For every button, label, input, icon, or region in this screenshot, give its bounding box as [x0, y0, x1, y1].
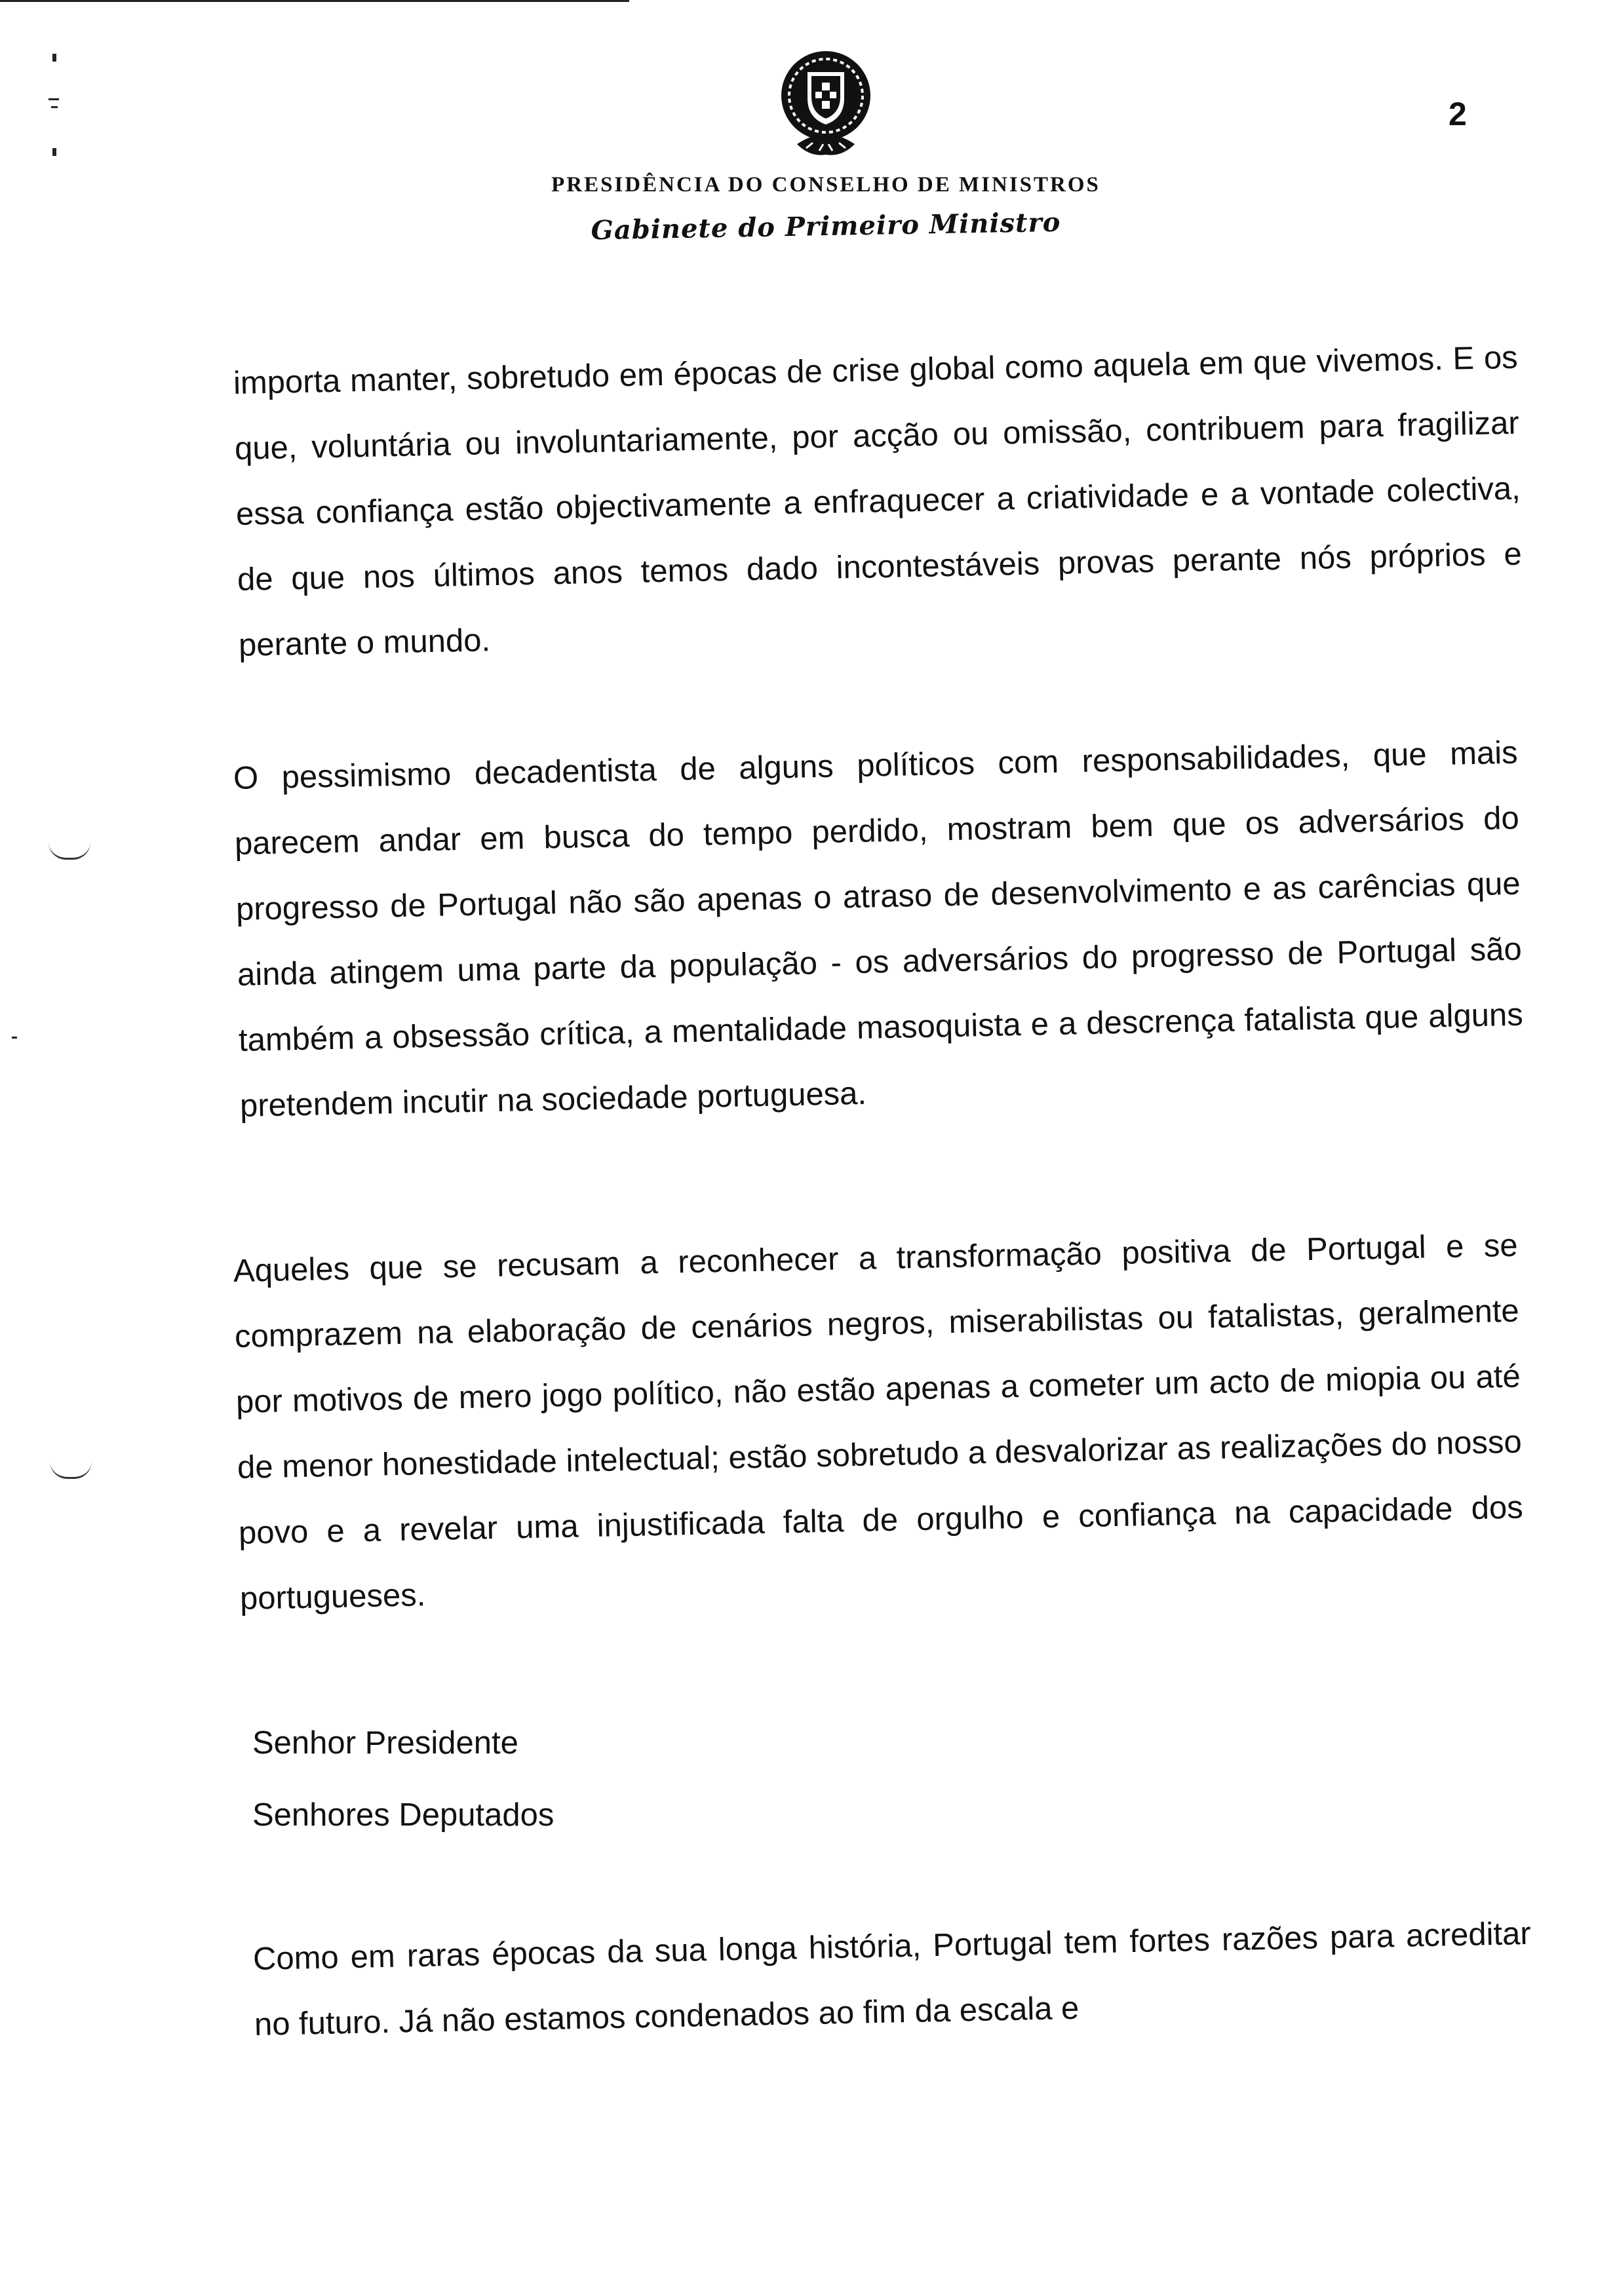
- greeting-line: Senhor Presidente: [252, 1725, 518, 1761]
- scan-top-rule: [0, 0, 629, 2]
- body-paragraph: O pessimismo decadentista de alguns políticos com responsabilidades, que mais parecem andar em busca do tempo perdido, mostram bem que os adversários do progresso de Portugal não são apenas o atraso de desenvolvimento e as carências que ainda atingem uma parte da população - os adversários do progresso de Portugal são também a obsessão crítica, a mentalidade masoquista e a descrença fatalista que alguns pretendem incutir na sociedade portuguesa.: [233, 735, 1524, 1124]
- scan-speck: [52, 54, 56, 62]
- coat-of-arms-icon: [773, 46, 878, 164]
- closing-paragraph: Como em raras épocas da sua longa história, Portugal tem fortes razões para acreditar no futuro. Já não estamos condenados ao fim da escala e: [252, 1915, 1532, 2042]
- body-paragraph: importa manter, sobretudo em épocas de crise global como aquela em que vivemos. E os que, voluntária ou involuntariamente, por acção ou omissão, contribuem para fragilizar essa confiança estão objectivamente a enfraquecer a criatividade e a vontade colectiva, de que nos últimos anos temos dado incontestáveis provas perante nós próprios e perante o mundo.: [233, 339, 1523, 663]
- scan-speck: [12, 1037, 17, 1039]
- scan-speck: [51, 106, 58, 108]
- scan-mark: [50, 1461, 92, 1479]
- greeting-line: Senhores Deputados: [252, 1797, 555, 1833]
- office-title: PRESIDÊNCIA DO CONSELHO DE MINISTROS: [551, 173, 1100, 197]
- scan-speck: [49, 98, 59, 100]
- body-paragraph: Aqueles que se recusam a reconhecer a transformação positiva de Portugal e se comprazem na elaboração de cenários negros, miserabilistas ou fatalistas, geralmente por motivos de mero jogo político, não estão apenas a cometer um acto de miopia ou até de menor honestidade intelectual; estão sobretudo a desvalorizar as realizações do nosso povo e a revelar uma injustificada falta de orgulho e confiança na capacidade dos portugueses.: [233, 1227, 1524, 1617]
- scan-mark: [49, 842, 90, 860]
- scan-speck: [52, 148, 56, 156]
- page-number: 2: [1449, 96, 1467, 132]
- office-subtitle: Gabinete do Primeiro Ministro: [591, 206, 1061, 246]
